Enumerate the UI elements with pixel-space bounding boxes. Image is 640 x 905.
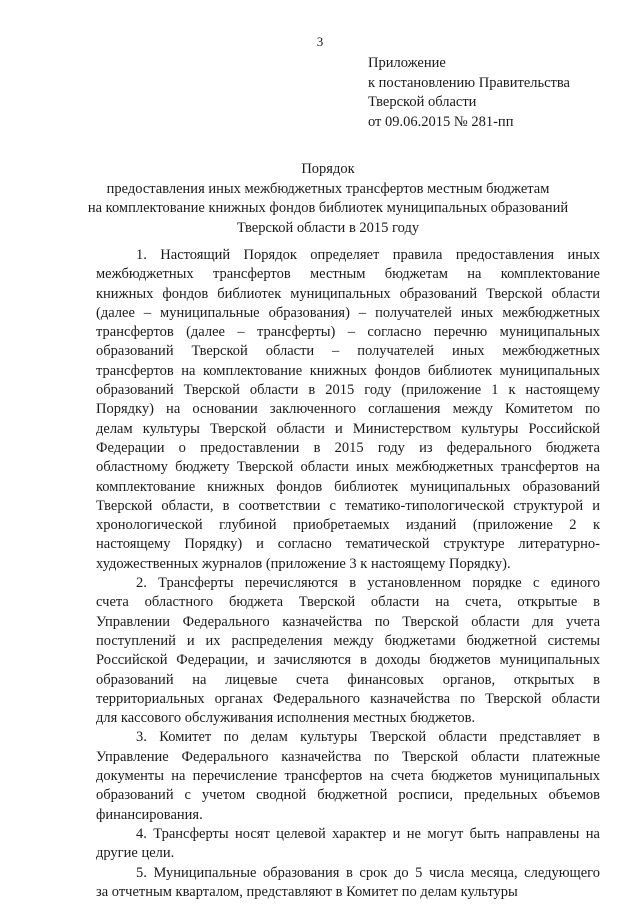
paragraph-line: 4. Трансферты носят целевой характер и не могут быть направлены на — [136, 825, 600, 842]
page-number: 3 — [316, 34, 324, 49]
paragraph-line: межбюджетных трансфертов местным бюджетам на комплектование — [96, 266, 600, 283]
paragraph-line: трансфертов (далее – трансферты) – согласно перечню муниципальных — [96, 324, 600, 341]
paragraph-line: художественных журналов (приложение 3 к настоящему Порядку). — [96, 555, 511, 572]
paragraph-line: книжных фондов библиотек муниципальных образований Тверской области — [96, 285, 600, 302]
paragraph-line: трансфертов на комплектование книжных фондов библиотек муниципальных — [96, 362, 600, 379]
appendix-line: от 09.06.2015 № 281-пп — [368, 113, 514, 130]
paragraph-line: (далее – муниципальные образования) – получателей иных межбюджетных — [96, 304, 600, 321]
paragraph — [96, 728, 600, 824]
paragraph-line: Порядку) на основании заключенного соглашения между Комитетом по — [96, 401, 600, 418]
paragraph-line: образований Тверской области в 2015 году (приложение 1 к настоящему — [96, 382, 600, 399]
paragraph-line: хронологической глубиной приобретаемых изданий (приложение 2 к — [96, 517, 600, 534]
paragraph-line: комплектование книжных фондов библиотек муниципальных образований — [96, 478, 600, 495]
paragraph-line: делам культуры Тверской области и Министерством культуры Российской — [96, 420, 600, 437]
paragraph — [96, 825, 600, 864]
paragraph-line: Федерации о предоставлении в 2015 году из федерального бюджета — [96, 439, 600, 456]
paragraph-line: 5. Муниципальные образования в срок до 5 числа месяца, следующего — [136, 864, 600, 881]
paragraph-line: образований с учетом сводной бюджетной росписи, предельных объемов — [96, 787, 600, 804]
title-line: на комплектование книжных фондов библиотек муниципальных образований — [87, 200, 569, 216]
paragraph-line: другие цели. — [96, 845, 175, 862]
paragraph-line: Управлении Федерального казначейства по Тверской области для учета — [96, 613, 600, 630]
paragraph-line: образований на лицевые счета финансовых органов, открытых в — [96, 671, 600, 688]
document-body — [96, 246, 600, 902]
title-line: предоставления иных межбюджетных трансфертов местным бюджетам — [106, 180, 550, 197]
paragraph-line: 1. Настоящий Порядок определяет правила предоставления иных — [136, 247, 600, 263]
paragraph — [96, 574, 600, 728]
document-title — [60, 160, 596, 238]
paragraph-line: Российской Федерации, и зачисляются в доходы бюджетов муниципальных — [96, 652, 600, 669]
paragraph-line: 2. Трансферты перечисляются в установленном порядке с единого — [136, 575, 600, 592]
paragraph-line: областному бюджету Тверской области иных межбюджетных трансфертов на — [96, 459, 600, 476]
appendix-line: Приложение — [368, 55, 446, 71]
title-line: Тверской области в 2015 году — [236, 219, 420, 236]
paragraph — [96, 864, 600, 903]
paragraph-line: образований Тверской области – получателей иных межбюджетных — [96, 343, 600, 360]
appendix-line: Тверской области — [368, 94, 477, 110]
appendix-block — [368, 54, 570, 132]
title-line: Порядок — [301, 161, 355, 177]
paragraph-line: счета областного бюджета Тверской области на счета, открытые в — [96, 594, 600, 611]
paragraph-line: Управление Федерального казначейства по Тверской области платежные — [96, 748, 600, 765]
paragraph-line: финансирования. — [96, 806, 203, 823]
paragraph-line: документы на перечисление трансфертов на счета бюджетов муниципальных — [96, 768, 600, 785]
paragraph-line: за отчетным кварталом, представляют в Комитет по делам культуры — [96, 883, 518, 900]
appendix-line: к постановлению Правительства — [368, 74, 570, 91]
paragraph-line: настоящему Порядку) и согласно тематической структуре литературно- — [96, 536, 600, 553]
paragraph-line: поступлений и их распределения между бюджетами бюджетной системы — [96, 632, 600, 649]
paragraph-line: 3. Комитет по делам культуры Тверской области представляет в — [136, 729, 600, 746]
paragraph — [96, 246, 600, 574]
paragraph-line: для кассового обслуживания исполнения местных бюджетов. — [96, 710, 476, 727]
paragraph-line: Тверской области, в соответствии с тематико-типологической структурой и — [96, 497, 600, 514]
paragraph-line: территориальных органах Федерального казначейства по Тверской области — [96, 690, 600, 707]
